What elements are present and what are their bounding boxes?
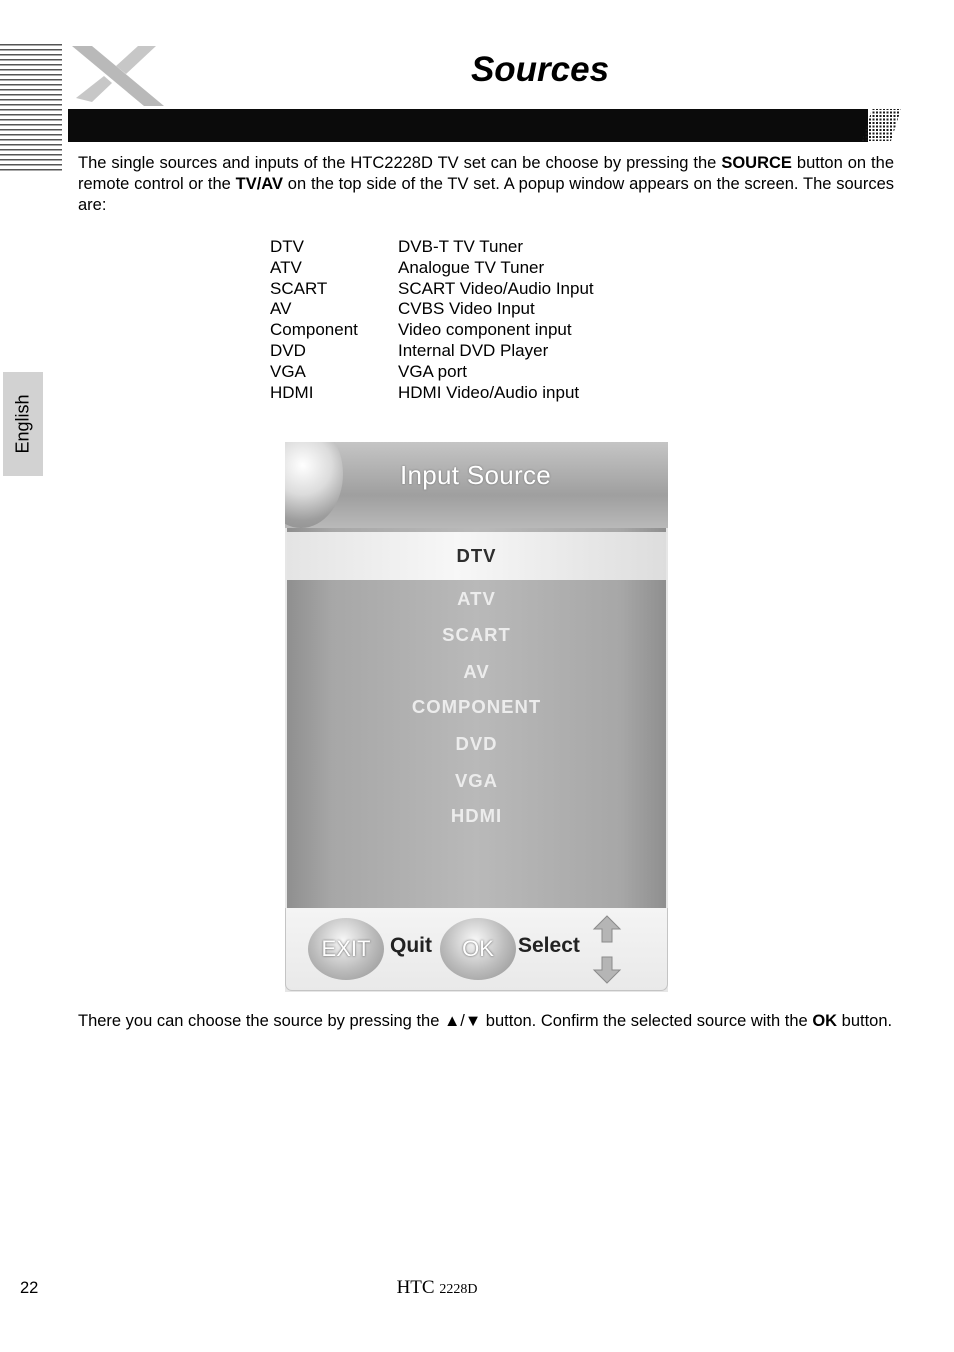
osd-menu-item-hdmi[interactable]: HDMI [450,805,503,826]
source-description: CVBS Video Input [398,299,535,319]
intro-paragraph [78,153,894,216]
source-description: Internal DVD Player [398,340,549,360]
intro-text: button on the remote control or the [78,154,894,193]
osd-menu-item-scart[interactable]: SCART [442,624,511,645]
model-number: 2228D [439,1282,478,1297]
osd-exit-button[interactable]: EXIT [308,918,384,980]
osd-menu-item-av[interactable]: AV [463,661,490,682]
source-description: SCART Video/Audio Input [398,278,594,298]
source-row [270,299,594,320]
source-row [270,320,594,341]
source-description: VGA port [398,361,467,381]
tvav-button-name: TV/AV [235,175,284,193]
osd-ok-button[interactable]: OK [440,918,516,980]
source-code: VGA [270,361,306,381]
osd-title: Input Source [400,460,552,490]
page-title: Sources [470,50,610,89]
model-main: HTC [396,1277,440,1298]
osd-footer [285,908,668,991]
source-description: DVB-T TV Tuner [398,237,524,256]
source-code: DVD [270,340,306,360]
source-row [270,258,594,279]
language-side-tab [3,372,43,476]
osd-menu-item-dtv[interactable]: DTV [287,532,666,580]
outro-paragraph [78,1011,894,1032]
outro-text: button. [837,1012,893,1030]
source-row [270,279,594,300]
header-bar-dots-decoration [862,108,902,142]
osd-menu-item-atv[interactable]: ATV [457,588,496,609]
source-button-name: SOURCE [721,154,792,172]
source-code: DTV [270,237,304,256]
osd-quit-label: Quit [390,934,432,957]
intro-text: on the top side of the TV set. A popup window appears on the screen. The sources are: [78,175,894,214]
source-row [270,362,594,383]
arrow-down-icon[interactable] [592,955,622,985]
source-row [270,237,594,258]
input-source-osd-screenshot [285,442,668,992]
source-code: HDMI [270,382,314,402]
sources-table [270,237,594,403]
header-bar [68,109,868,142]
language-label: English [12,394,33,454]
source-description: HDMI Video/Audio input [398,382,580,402]
osd-menu-item-component[interactable]: COMPONENT [411,696,542,717]
intro-text: The single sources and inputs of the HTC2228D TV set can be choose by pressing the [78,154,722,172]
source-code: Component [270,320,358,340]
source-description: Video component input [398,320,572,340]
source-description: Analogue TV Tuner [398,257,545,277]
osd-menu-item-vga[interactable]: VGA [454,770,499,791]
osd-globe-icon [285,442,343,528]
osd-menu [287,528,666,908]
brand-logo-icon [68,40,168,110]
ok-button-name: OK [812,1012,838,1030]
source-row [270,383,594,404]
osd-menu-item-dvd[interactable]: DVD [455,733,498,754]
page-number: 22 [20,1279,39,1297]
arrow-up-icon[interactable] [592,914,622,944]
model-name [360,1277,514,1299]
header-stripes-decoration [0,44,62,172]
outro-text: There you can choose the source by pressing the ▲/▼ button. Confirm the selected source with the [78,1012,813,1030]
source-row [270,341,594,362]
source-code: ATV [270,257,302,277]
osd-header [285,442,668,528]
osd-select-label: Select [518,934,580,957]
source-code: SCART [270,278,328,298]
source-code: AV [270,299,292,319]
